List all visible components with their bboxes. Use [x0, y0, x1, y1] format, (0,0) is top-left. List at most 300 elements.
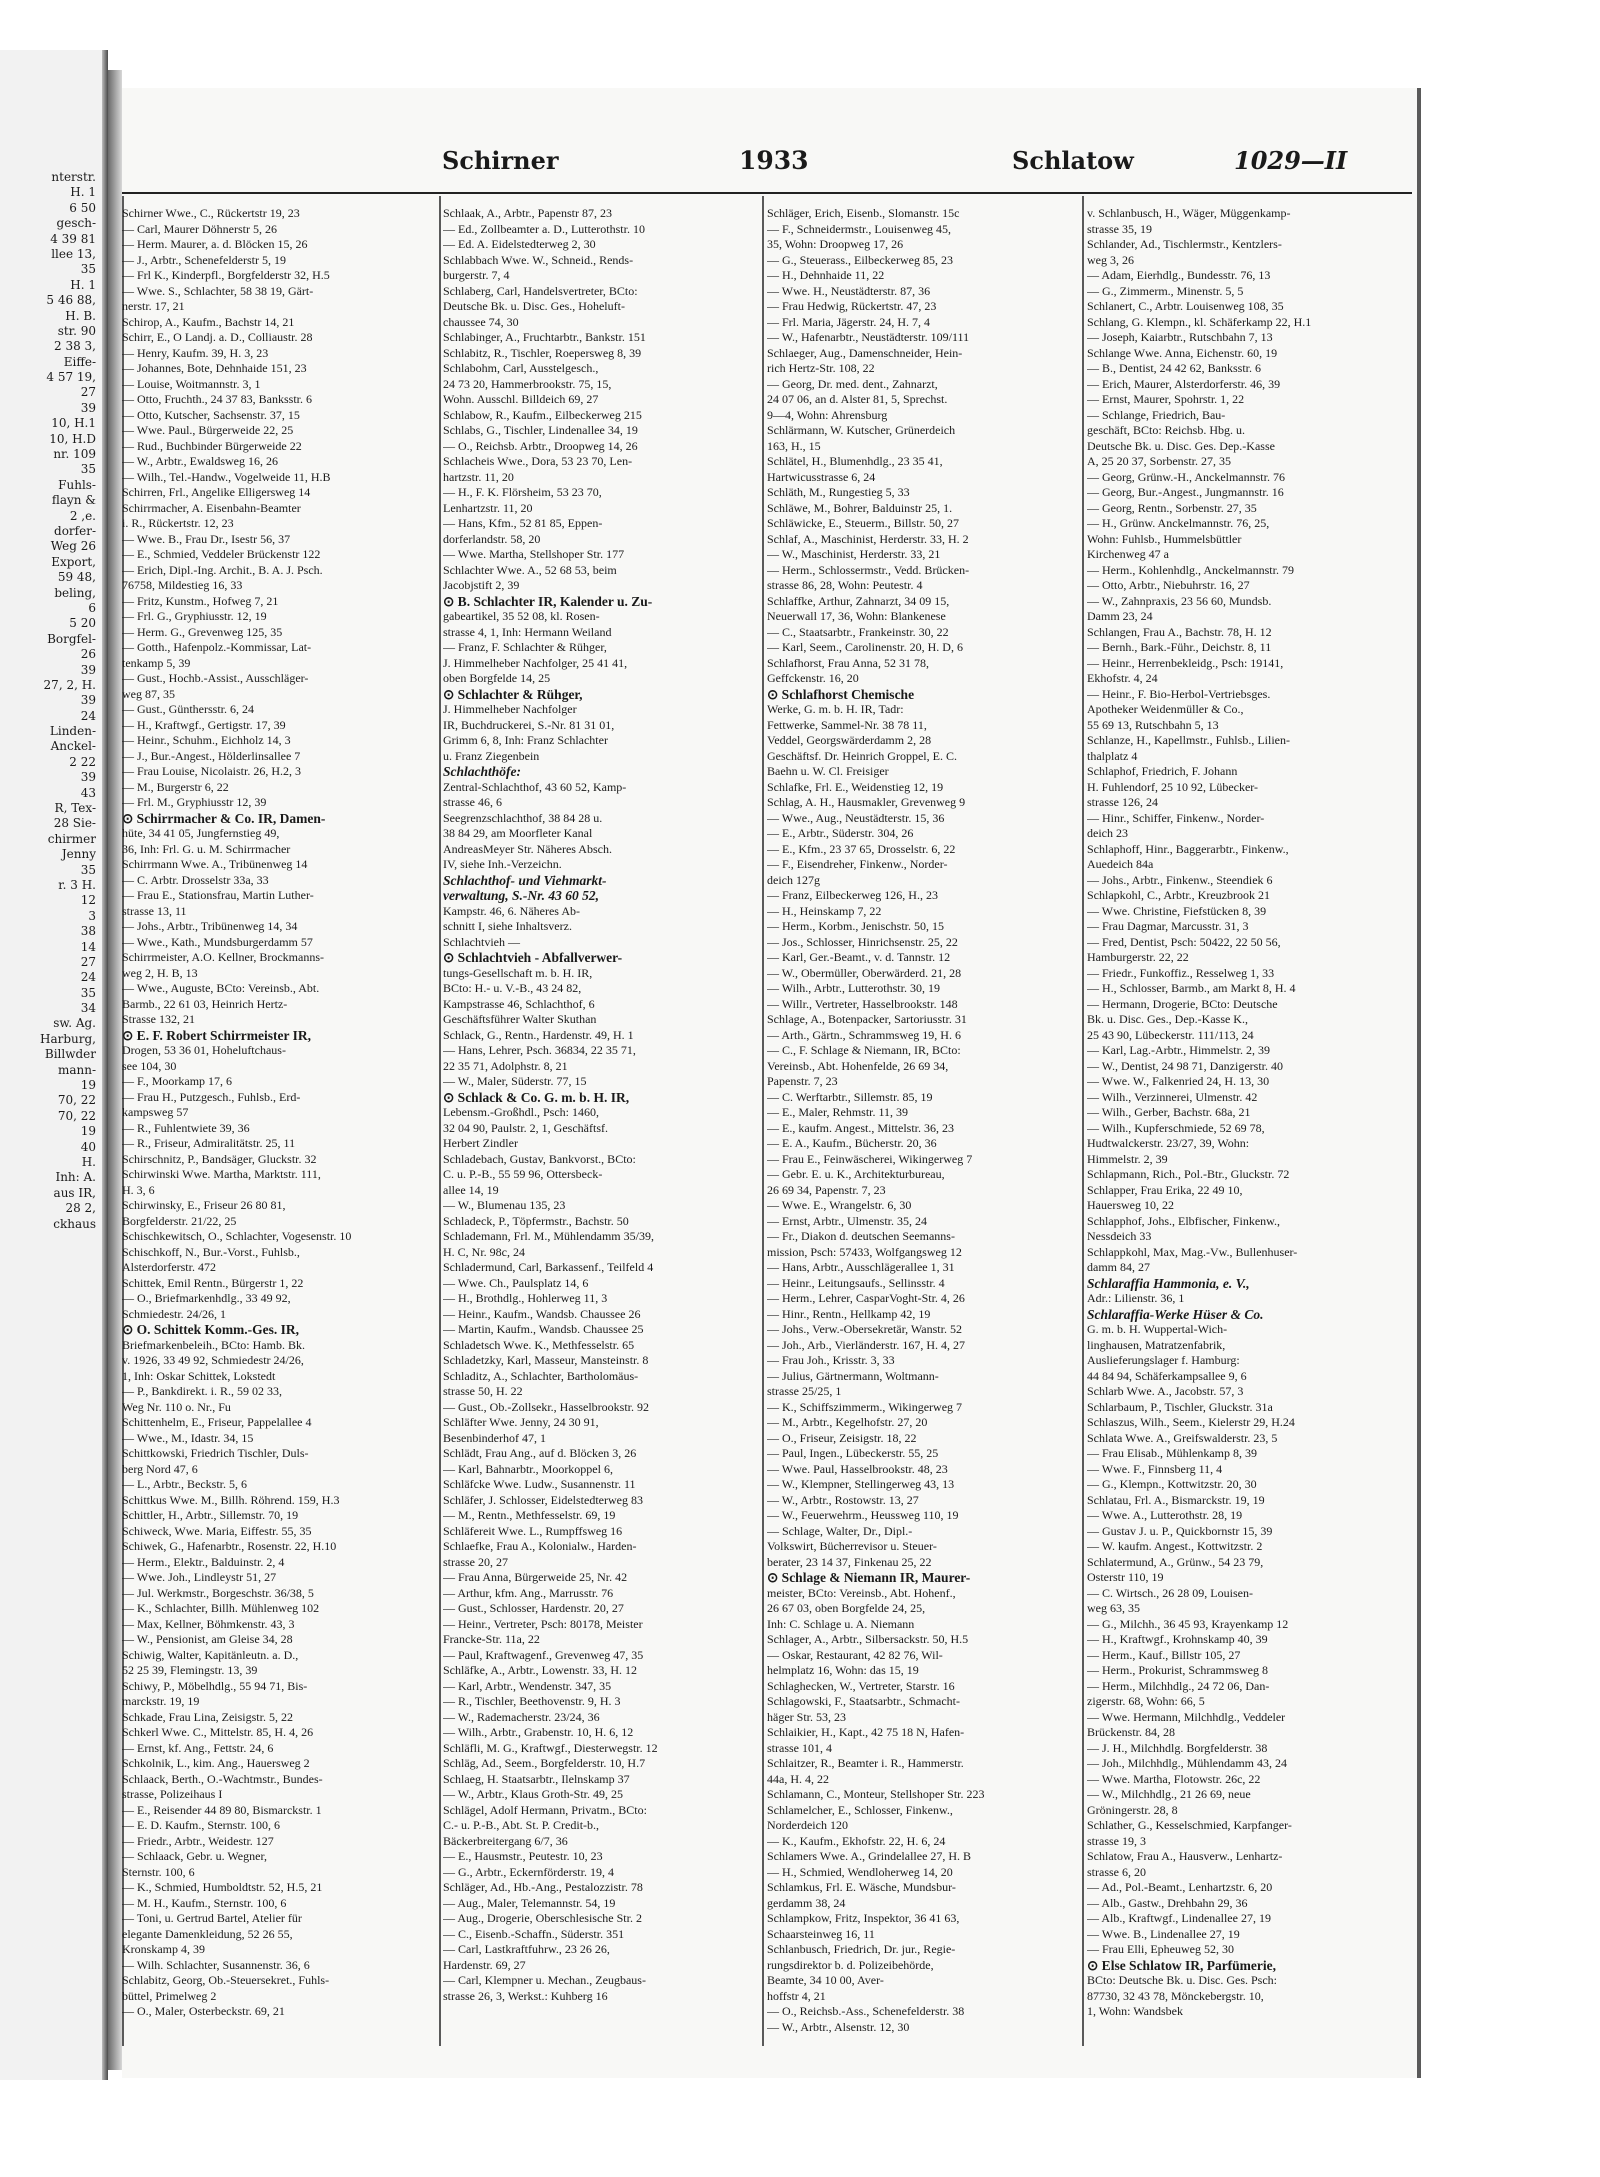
previous-page-fragment: 6 50: [69, 200, 96, 215]
directory-entry: berater, 23 14 37, Finkenau 25, 22: [767, 1554, 932, 1569]
directory-entry: — W., Dentist, 24 98 71, Danzigerstr. 40: [1087, 1058, 1283, 1073]
directory-entry: — Wilh., Kupferschmiede, 52 69 78,: [1087, 1120, 1265, 1135]
directory-entry: — Franz, F. Schlachter & Rühger,: [443, 640, 607, 654]
directory-entry: Veddel, Georgswärderdamm 2, 28: [767, 733, 932, 747]
directory-entry: verwaltung, S.-Nr. 43 60 52,: [443, 888, 600, 903]
directory-entry: Lebensm.-Großhdl., Psch: 1460,: [443, 1105, 599, 1119]
directory-entry: Schlaf, A., Maschinist, Herderstr. 33, H. 2: [767, 531, 969, 546]
directory-entry: — R., Tischler, Beethovenstr. 9, H. 3: [443, 1694, 621, 1708]
directory-entry: Sternstr. 100, 6: [122, 1864, 195, 1879]
directory-entry: — W., Maschinist, Herderstr. 33, 21: [767, 547, 941, 561]
directory-entry: 44 84 94, Schäferkampsallee 9, 6: [1087, 1368, 1247, 1383]
directory-entry: — W., Arbtr., Ewaldsweg 16, 26: [122, 454, 278, 468]
directory-entry: — Wwe. Christine, Fiefstücken 8, 39: [1087, 903, 1267, 918]
directory-entry: Schlatermund, A., Grünw., 54 23 79,: [1087, 1554, 1264, 1569]
directory-entry: — M., Arbtr., Kegelhofstr. 27, 20: [767, 1415, 928, 1429]
directory-entry: — Herm., Schlossermstr., Vedd. Brücken-: [767, 562, 970, 577]
directory-entry: Schlaghecken, W., Vertreter, Starstr. 16: [767, 1678, 955, 1693]
directory-entry: Schaarsteinweg 16, 11: [767, 1926, 875, 1941]
previous-page-fragment: Borgfel-: [47, 631, 96, 646]
directory-entry: Schlange Wwe. Anna, Eichenstr. 60, 19: [1087, 345, 1278, 360]
directory-entry: 26 67 03, oben Borgfelde 24, 25,: [767, 1601, 926, 1615]
directory-entry: Neuerwall 17, 36, Wohn: Blankenese: [767, 609, 946, 623]
previous-page-fragment: 27, 2, H.: [43, 677, 96, 692]
directory-entry: — K., Kaufm., Ekhofstr. 22, H. 6, 24: [767, 1833, 946, 1848]
directory-entry: meister, BCto: Vereinsb., Abt. Hohenf.,: [767, 1585, 956, 1600]
directory-entry: Schirrmeister, A.O. Kellner, Brockmanns-: [122, 950, 324, 964]
directory-entry: — W., Obermüller, Oberwärderd. 21, 28: [767, 965, 962, 980]
previous-page-fragment: dorfer-: [54, 523, 96, 538]
directory-entry: — O., Briefmarkenhdlg., 33 49 92,: [122, 1291, 291, 1305]
directory-entry: — Arth., Gärtn., Schrammsweg 19, H. 6: [767, 1027, 961, 1042]
previous-page-fragment: sw. Ag.: [53, 1016, 96, 1031]
directory-entry: — Frau Elli, Epheuweg 52, 30: [1087, 1942, 1234, 1956]
directory-entry: — Hermann, Drogerie, BCto: Deutsche: [1087, 996, 1278, 1011]
directory-entry: weg 3, 26: [1087, 252, 1134, 267]
directory-entry: — E., Kfm., 23 37 65, Drosselstr. 6, 22: [767, 841, 956, 856]
directory-entry: hoffstr 4, 21: [767, 1988, 826, 2003]
previous-page-fragment: beling,: [54, 585, 96, 600]
directory-entry: — Wwe. W., Falkenried 24, H. 13, 30: [1087, 1074, 1270, 1088]
directory-entry: Schlachter Wwe. A., 52 68 53, beim: [443, 562, 617, 577]
directory-entry: — O., Reichsb. Arbtr., Droopweg 14, 26: [443, 438, 638, 453]
directory-entry: — Frau Joh., Krisstr. 3, 33: [767, 1353, 895, 1367]
directory-entry: — Wwe. B., Frau Dr., Isestr 56, 37: [122, 531, 291, 546]
running-head-year: 1933: [739, 146, 809, 175]
directory-entry: ⊙ B. Schlachter IR, Kalender u. Zu-: [443, 593, 653, 609]
directory-entry: Wohn. Ausschl. Billdeich 69, 27: [443, 392, 599, 406]
directory-entry: Strasse 132, 21: [122, 1012, 195, 1026]
directory-entry: Schittek, Emil Rentn., Bürgerstr 1, 22: [122, 1275, 304, 1290]
directory-entry: helmplatz 16, Wohn: das 15, 19: [767, 1663, 919, 1677]
directory-entry: — Herm., Kohlenhdlg., Anckelmannstr. 79: [1087, 562, 1294, 577]
directory-entry: — E., Maler, Rehmstr. 11, 39: [767, 1105, 909, 1119]
directory-entry: Schläth, M., Rungestieg 5, 33: [767, 485, 910, 499]
directory-entry: — Heinr., Herrenbekleidg., Psch: 19141,: [1087, 655, 1284, 670]
previous-page-fragment: 39: [80, 400, 96, 415]
directory-entry: 55 69 13, Rutschbahn 5, 13: [1087, 717, 1219, 732]
directory-entry: — Willr., Vertreter, Hasselbrookstr. 148: [767, 996, 958, 1011]
directory-entry: Schlanze, H., Kapellmstr., Fuhlsb., Lilien-: [1087, 733, 1290, 747]
previous-page-fragment: 2 22: [69, 754, 96, 769]
directory-entry: Baehn u. W. Cl. Freisiger: [767, 764, 889, 778]
directory-entry: — Heinr., Vertreter, Psch: 80178, Meister: [443, 1616, 643, 1631]
directory-entry: strasse 13, 11: [122, 903, 187, 918]
directory-entry: — Wwe. H., Neustädterstr. 87, 36: [767, 283, 931, 298]
directory-entry: zigerstr. 68, Wohn: 66, 5: [1087, 1694, 1205, 1708]
directory-entry: Grimm 6, 8, Inh: Franz Schlachter: [443, 733, 608, 747]
directory-entry: Schlatau, Frl. A., Bismarckstr. 19, 19: [1087, 1492, 1265, 1507]
directory-entry: strasse 6, 20: [1087, 1864, 1146, 1879]
previous-page-fragment: 24: [80, 708, 96, 723]
directory-entry: hüte, 34 41 05, Jungfernstieg 49,: [122, 826, 280, 840]
directory-entry: — Frau H., Putzgesch., Fuhlsb., Erd-: [122, 1089, 301, 1104]
directory-entry: Auedeich 84a: [1087, 857, 1154, 871]
directory-entry: Schläfer, J. Schlosser, Eidelstedterweg 83: [443, 1492, 643, 1507]
directory-entry: Schirwinsky, E., Friseur 26 80 81,: [122, 1198, 286, 1212]
directory-entry: Schlabitz, Georg, Ob.-Steuersekret., Fuhls-: [122, 1973, 330, 1987]
directory-entry: rich Hertz-Str. 108, 22: [767, 361, 875, 375]
directory-entry: — Paul, Ingen., Lübeckerstr. 55, 25: [767, 1446, 939, 1460]
directory-entry: — Wilh., Arbtr., Lutterothstr. 30, 19: [767, 981, 940, 995]
directory-entry: — Karl, Ger.-Beamt., v. d. Tannstr. 12: [767, 950, 951, 964]
directory-entry: — Wwe. Martha, Flotowstr. 26c, 22: [1087, 1771, 1261, 1786]
directory-column-3: [767, 206, 1079, 2036]
directory-entry: — Alb., Kraftwgf., Lindenallee 27, 19: [1087, 1911, 1271, 1925]
directory-entry: — W., Klempner, Stellingerweg 43, 13: [767, 1477, 955, 1491]
directory-entry: — Wwe. Ch., Paulsplatz 14, 6: [443, 1275, 589, 1290]
directory-entry: strasse, Polizeihaus I: [122, 1787, 223, 1801]
directory-entry: — Gust., Hochb.-Assist., Ausschläger-: [122, 671, 309, 685]
directory-entry: — O., Maler, Osterbeckstr. 69, 21: [122, 2004, 285, 2018]
directory-entry: Schlacheis Wwe., Dora, 53 23 70, Len-: [443, 454, 633, 468]
directory-entry: Schlabinger, A., Fruchtarbtr., Bankstr. 151: [443, 330, 646, 344]
directory-entry: — Hans, Arbtr., Ausschlägerallee 1, 31: [767, 1260, 955, 1274]
directory-entry: Deutsche Bk. u. Disc. Ges. Dep.-Kasse: [1087, 438, 1275, 453]
directory-entry: Schlapper, Frau Erika, 22 49 10,: [1087, 1182, 1243, 1197]
directory-entry: 32 04 90, Paulstr. 2, 1, Geschäftsf.: [443, 1120, 608, 1135]
directory-entry: ⊙ Schlachter & Rühger,: [443, 686, 583, 702]
directory-entry: Bäckerbreitergang 6/7, 36: [443, 1833, 568, 1848]
previous-page-fragment: 35: [80, 262, 96, 277]
directory-entry: 22 35 71, Adolphstr. 8, 21: [443, 1058, 568, 1073]
directory-page: [122, 88, 1421, 2078]
directory-entry: — K., Schiffszimmerm., Wikingerweg 7: [767, 1399, 963, 1414]
directory-entry: Schlaphof, Friedrich, F. Johann: [1087, 764, 1238, 778]
directory-entry: J. Himmelheber Nachfolger: [443, 702, 577, 716]
directory-entry: Schlangen, Frau A., Bachstr. 78, H. 12: [1087, 624, 1272, 639]
directory-entry: — Carl, Klempner u. Mechan., Zeugbaus-: [443, 1973, 646, 1987]
page-header: [122, 146, 1417, 186]
directory-entry: — C., F. Schlage & Niemann, IR, BCto:: [767, 1043, 961, 1057]
directory-entry: Schittkowski, Friedrich Tischler, Duls-: [122, 1446, 309, 1460]
directory-entry: Schladebach, Gustav, Bankvorst., BCto:: [443, 1151, 636, 1166]
directory-entry: v. Schlanbusch, H., Wäger, Müggenkamp-: [1087, 206, 1291, 220]
directory-entry: 9—4, Wohn: Ahrensburg: [767, 407, 888, 422]
directory-entry: Schirr, E., O Landj. a. D., Colliaustr. 28: [122, 330, 313, 344]
directory-entry: linghausen, Matratzenfabrik,: [1087, 1337, 1226, 1352]
directory-entry: Schläger, Erich, Eisenb., Slomanstr. 15c: [767, 206, 960, 220]
directory-entry: — H., Schmied, Wendloherweg 14, 20: [767, 1864, 953, 1879]
previous-page-fragment: H. 1: [70, 277, 96, 292]
directory-entry: — Herm., Elektr., Balduinstr. 2, 4: [122, 1554, 285, 1569]
directory-entry: Schlamers Wwe. A., Grindelallee 27, H. B: [767, 1849, 972, 1863]
directory-entry: Werke, G. m. b. H. IR, Tadr:: [767, 702, 904, 716]
directory-entry: Schlärmann, W. Kutscher, Grünerdeich: [767, 423, 956, 437]
directory-entry: Vereinsb., Abt. Hohenfelde, 26 69 34,: [767, 1058, 949, 1073]
directory-entry: — Wilh., Tel.-Handw., Vogelweide 11, H.B: [122, 469, 331, 484]
directory-entry: Volkswirt, Bücherrevisor u. Steuer-: [767, 1539, 937, 1553]
directory-entry: — O., Reichsb.-Ass., Schenefelderstr. 38: [767, 2004, 965, 2018]
directory-entry: Schlaberg, Carl, Handelsvertreter, BCto:: [443, 283, 638, 298]
directory-entry: Schlather, G., Kesselschmied, Karpfanger-: [1087, 1818, 1292, 1832]
directory-entry: — G., Steuerass., Eilbeckerweg 85, 23: [767, 252, 953, 267]
previous-page-fragment: 40: [80, 1139, 96, 1154]
directory-entry: ⊙ Schlack & Co. G. m. b. H. IR,: [443, 1089, 630, 1105]
directory-entry: Zentral-Schlachthof, 43 60 52, Kamp-: [443, 779, 627, 794]
directory-entry: Hartwicusstrasse 6, 24: [767, 469, 876, 484]
directory-entry: Geschäftsführer Walter Skuthan: [443, 1012, 597, 1026]
directory-entry: geschäft, BCto: Reichsb. Hbg. u.: [1087, 423, 1245, 437]
directory-entry: — B., Dentist, 24 42 62, Banksstr. 6: [1087, 361, 1262, 375]
previous-page-fragment: Eiffe-: [63, 354, 96, 369]
directory-entry: Schläwicke, E., Steuerm., Billstr. 50, 27: [767, 516, 959, 530]
directory-entry: — M. H., Kaufm., Sternstr. 100, 6: [122, 1895, 287, 1910]
directory-entry: Schläwe, M., Bohrer, Balduinstr 25, 1.: [767, 500, 953, 515]
directory-entry: — Otto, Kutscher, Sachsenstr. 37, 15: [122, 407, 300, 422]
directory-entry: — Herm., Korbm., Jenischstr. 50, 15: [767, 919, 944, 933]
directory-entry: — Henry, Kaufm. 39, H. 3, 23: [122, 345, 269, 360]
directory-entry: i. R., Rückertstr. 12, 23: [122, 516, 234, 530]
directory-entry: Schischkewitsch, O., Schlachter, Vogesenstr. 10: [122, 1229, 352, 1243]
directory-entry: — Wwe. Paul, Hasselbrookstr. 48, 23: [767, 1461, 948, 1476]
directory-entry: Schlaeger, Aug., Damenschneider, Hein-: [767, 345, 963, 360]
previous-page-fragment: Billwder: [44, 1047, 96, 1062]
directory-entry: Apotheker Weidenmüller & Co.,: [1087, 702, 1244, 716]
directory-entry: Beamte, 34 10 00, Aver-: [767, 1973, 884, 1987]
previous-page-fragment: 12: [80, 893, 96, 908]
directory-entry: strasse 4, 1, Inh: Hermann Weiland: [443, 624, 612, 639]
previous-page-fragment: Anckel-: [50, 739, 96, 754]
previous-page-fragment: 35: [80, 462, 96, 477]
directory-entry: ⊙ E. F. Robert Schirrmeister IR,: [122, 1027, 312, 1043]
previous-page-fragment: Linden-: [49, 724, 96, 739]
directory-entry: Geschäftsf. Dr. Heinrich Groppel, E. C.: [767, 748, 957, 763]
directory-entry: — J. H., Milchhdlg. Borgfelderstr. 38: [1087, 1740, 1268, 1755]
directory-entry: rungsdirektor b. d. Polizeibehörde,: [767, 1957, 934, 1972]
directory-entry: — Karl, Bahnarbtr., Moorkoppel 6,: [443, 1461, 613, 1476]
page-number: 1029—II: [1234, 146, 1348, 175]
directory-entry: schnitt I, siehe Inhaltsverz.: [443, 919, 572, 933]
directory-entry: BCto: H.- u. V.-B., 43 24 82,: [443, 981, 582, 995]
directory-entry: hartzstr. 11, 20: [443, 469, 514, 484]
previous-page-fragment: 38: [80, 924, 96, 939]
directory-entry: Besenbinderhof 47, 1: [443, 1430, 546, 1445]
directory-entry: — K., Schlachter, Billh. Mühlenweg 102: [122, 1601, 320, 1615]
directory-entry: ⊙ Schirrmacher & Co. IR, Damen-: [122, 810, 326, 826]
directory-entry: Hauersweg 10, 22: [1087, 1198, 1174, 1212]
directory-entry: damm 84, 27: [1087, 1260, 1150, 1274]
directory-entry: Kampstrasse 46, Schlachthof, 6: [443, 996, 595, 1011]
directory-entry: Schlamann, C., Monteur, Stellshoper Str. 223: [767, 1787, 985, 1801]
directory-entry: — Gust., Schlosser, Hardenstr. 20, 27: [443, 1601, 624, 1615]
previous-page-fragment: 70, 22: [57, 1093, 96, 1108]
directory-entry: deich 127g: [767, 872, 820, 887]
previous-page-fragment: Weg 26: [50, 539, 96, 554]
directory-entry: — Frau Dagmar, Marcusstr. 31, 3: [1087, 919, 1249, 933]
directory-entry: — Karl, Seem., Carolinenstr. 20, H. D, 6: [767, 640, 963, 654]
directory-entry: — Wwe. Paul., Bürgerweide 22, 25: [122, 423, 294, 437]
directory-entry: 44a, H. 4, 22: [767, 1771, 829, 1786]
previous-page-fragment: flayn &: [51, 493, 96, 508]
directory-entry: — G., Milchh., 36 45 93, Krayenkamp 12: [1087, 1616, 1289, 1631]
directory-entry: — Hans, Kfm., 52 81 85, Eppen-: [443, 516, 603, 530]
directory-entry: Schlanbusch, Friedrich, Dr. jur., Regie-: [767, 1942, 956, 1956]
directory-entry: Schlapkohl, C., Arbtr., Kreuzbrook 21: [1087, 888, 1270, 902]
directory-entry: Schiwy, P., Möbelhdlg., 55 94 71, Bis-: [122, 1678, 308, 1693]
directory-entry: Auslieferungslager f. Hamburg:: [1087, 1353, 1240, 1367]
directory-entry: Schläfli, M. G., Kraftwgf., Diesterwegstr. 12: [443, 1740, 658, 1755]
directory-entry: strasse 19, 3: [1087, 1833, 1146, 1848]
directory-entry: Inh: C. Schlage u. A. Niemann: [767, 1616, 915, 1631]
directory-entry: — H., F. K. Flörsheim, 53 23 70,: [443, 485, 602, 499]
directory-entry: Schlata Wwe. A., Greifswalderstr. 23, 5: [1087, 1430, 1278, 1445]
directory-entry: Damm 23, 24: [1087, 609, 1153, 623]
directory-entry: — H., Kraftwgf., Krohnskamp 40, 39: [1087, 1632, 1268, 1646]
directory-entry: Jacobjstift 2, 39: [443, 578, 520, 592]
directory-entry: — Schlaack, Gebr. u. Wegner,: [122, 1849, 267, 1863]
directory-entry: ⊙ Schlage & Niemann IR, Maurer-: [767, 1570, 971, 1585]
directory-entry: — Max, Kellner, Böhmkenstr. 43, 3: [122, 1616, 295, 1631]
directory-entry: Kampstr. 46, 6. Näheres Ab-: [443, 903, 580, 918]
previous-page-fragment: 35: [80, 985, 96, 1000]
directory-entry: — Wwe. Joh., Lindleystr 51, 27: [122, 1570, 277, 1584]
directory-entry: Schischkoff, N., Bur.-Vorst., Fuhlsb.,: [122, 1244, 300, 1259]
directory-entry: Schlabohm, Carl, Ausstelgesch.,: [443, 361, 599, 375]
running-head-last-entry: Schlatow: [1012, 146, 1134, 175]
directory-entry: — Ad., Pol.-Beamt., Lenhartzstr. 6, 20: [1087, 1880, 1273, 1894]
directory-entry: — Wwe. Hermann, Milchhdlg., Veddeler: [1087, 1709, 1286, 1724]
directory-entry: Lenhartzstr. 11, 20: [443, 500, 533, 515]
previous-page-fragment: 34: [80, 1001, 96, 1016]
directory-entry: weg 63, 35: [1087, 1601, 1140, 1615]
previous-page-fragment: 3: [88, 908, 96, 923]
directory-entry: gabeartikel, 35 52 08, kl. Rosen-: [443, 609, 600, 623]
directory-entry: elegante Damenkleidung, 52 26 55,: [122, 1926, 293, 1941]
previous-page-fragment: 4 39 81: [50, 231, 96, 246]
directory-entry: Schlademann, Frl. M., Mühlendamm 35/39,: [443, 1229, 654, 1243]
directory-entry: — P., Bankdirekt. i. R., 59 02 33,: [122, 1384, 283, 1398]
directory-entry: — Ernst, kf. Ang., Fettstr. 24, 6: [122, 1740, 274, 1755]
directory-entry: — Georg, Dr. med. dent., Zahnarzt,: [767, 376, 938, 391]
directory-entry: 24 73 20, Hammerbrookstr. 75, 15,: [443, 376, 612, 391]
directory-entry: 35, Wohn: Droopweg 17, 26: [767, 237, 904, 251]
directory-entry: thalplatz 4: [1087, 748, 1138, 763]
directory-entry: Schittenhelm, E., Friseur, Pappelallee 4: [122, 1415, 312, 1429]
directory-entry: — Heinr., Schuhm., Eichholz 14, 3: [122, 733, 291, 747]
directory-entry: allee 14, 19: [443, 1182, 499, 1197]
directory-entry: — Georg, Grünw.-H., Anckelmannstr. 76: [1087, 469, 1285, 484]
directory-entry: — Aug., Maler, Telemannstr. 54, 19: [443, 1895, 616, 1910]
directory-entry: — Fred, Dentist, Psch: 50422, 22 50 56,: [1087, 934, 1281, 949]
directory-entry: — Arthur, kfm. Ang., Marrusstr. 76: [443, 1585, 614, 1600]
directory-entry: — Wwe. Martha, Stellshoper Str. 177: [443, 547, 625, 561]
directory-entry: ⊙ Schlachtvieh - Abfallverwer-: [443, 950, 623, 965]
previous-page-fragment: H. 1: [70, 185, 96, 200]
directory-entry: Schladitz, A., Schlachter, Bartholomäus-: [443, 1368, 639, 1383]
previous-page-fragment: H. B.: [65, 308, 96, 323]
directory-entry: Schlaefke, Frau A., Kolonialw., Harden-: [443, 1539, 637, 1553]
directory-entry: Schlabow, R., Kaufm., Eilbeckerweg 215: [443, 407, 642, 422]
directory-entry: — Adam, Eierhdlg., Bundesstr. 76, 13: [1087, 268, 1271, 282]
directory-entry: Schlaikier, H., Kapt., 42 75 18 N, Hafen-: [767, 1725, 965, 1739]
directory-entry: Francke-Str. 11a, 22: [443, 1632, 540, 1646]
previous-page-fragment: R, Tex-: [54, 801, 96, 816]
directory-entry: 24 07 06, an d. Alster 81, 5, Sprechst.: [767, 392, 948, 406]
directory-entry: — Erich, Dipl.-Ing. Archit., B. A. J. Psch.: [122, 562, 323, 577]
directory-entry: Nessdeich 33: [1087, 1229, 1152, 1243]
directory-entry: Weg Nr. 110 o. Nr., Fu: [122, 1399, 231, 1414]
directory-entry: — Bernh., Bark.-Führ., Deichstr. 8, 11: [1087, 640, 1272, 654]
directory-entry: — Wilh., Gerber, Bachstr. 68a, 21: [1087, 1105, 1251, 1119]
directory-entry: — Carl, Maurer Döhnerstr 5, 26: [122, 221, 277, 236]
directory-entry: — Frau Hedwig, Rückertstr. 47, 23: [767, 299, 937, 313]
previous-page-fragment: 24: [80, 970, 96, 985]
directory-entry: — Frau Louise, Nicolaistr. 26, H.2, 3: [122, 764, 301, 778]
directory-entry: Schläfcke Wwe. Ludw., Susannenstr. 11: [443, 1477, 636, 1491]
previous-page-fragment: 59 48,: [57, 570, 96, 585]
directory-entry: — R., Fuhlentwiete 39, 36: [122, 1120, 250, 1135]
directory-entry: Osterstr 110, 19: [1087, 1570, 1164, 1584]
directory-entry: Schlachthof- und Viehmarkt-: [443, 872, 607, 888]
directory-entry: — Ernst, Maurer, Spohrstr. 1, 22: [1087, 392, 1245, 406]
directory-entry: Seegrenzschlachthof, 38 84 28 u.: [443, 810, 603, 825]
directory-entry: Schlack, G., Rentn., Hardenstr. 49, H. 1: [443, 1027, 634, 1042]
directory-entry: strasse 25/25, 1: [767, 1384, 842, 1398]
previous-page-fragment: 2 38 3,: [54, 339, 96, 354]
directory-entry: Norderdeich 120: [767, 1818, 848, 1832]
directory-entry: burgerstr. 7, 4: [443, 268, 510, 282]
directory-entry: IV, siehe Inh.-Verzeichn.: [443, 857, 562, 871]
directory-entry: Schlampkow, Fritz, Inspektor, 36 41 63,: [767, 1911, 960, 1925]
previous-page-fragment: ckhaus: [53, 1216, 96, 1231]
directory-entry: — Schlage, Walter, Dr., Dipl.-: [767, 1523, 913, 1538]
directory-entry: deich 23: [1087, 826, 1128, 840]
directory-entry: marckstr. 19, 19: [122, 1694, 200, 1708]
previous-page-fragment: 70, 22: [57, 1108, 96, 1123]
directory-entry: Schlatow, Frau A., Hausverw., Lenhartz-: [1087, 1849, 1283, 1863]
previous-page-fragment: nterstr.: [51, 170, 96, 184]
directory-entry: Schläfke, A., Arbtr., Lowenstr. 33, H. 12: [443, 1663, 637, 1677]
previous-page-fragment: chirmer: [47, 831, 96, 846]
directory-entry: kampsweg 57: [122, 1105, 189, 1119]
directory-entry: Schittkus Wwe. M., Billh. Röhrend. 159, H.3: [122, 1492, 340, 1507]
directory-entry: Schkade, Frau Lina, Zeisigstr. 5, 22: [122, 1709, 293, 1724]
directory-entry: — Wilh., Arbtr., Grabenstr. 10, H. 6, 12: [443, 1725, 634, 1739]
directory-entry: — Herm., Lehrer, CasparVoght-Str. 4, 26: [767, 1291, 965, 1305]
directory-entry: 26 69 34, Papenstr. 7, 23: [767, 1182, 886, 1197]
previous-page-fragment: Fuhls-: [58, 477, 96, 492]
directory-entry: 38 84 29, am Moorfleter Kanal: [443, 826, 593, 840]
previous-page-fragment: 27: [80, 385, 96, 400]
directory-entry: strasse 20, 27: [443, 1554, 508, 1569]
header-rule: [122, 192, 1412, 194]
directory-entry: — E., kaufm. Angest., Mittelstr. 36, 23: [767, 1120, 954, 1135]
directory-entry: ⊙ Schlafhorst Chemische: [767, 686, 915, 702]
directory-entry: 1, Wohn: Wandsbek: [1087, 2004, 1183, 2018]
directory-entry: — Wwe., Auguste, BCto: Vereinsb., Abt.: [122, 981, 320, 995]
directory-entry: Schlätel, H., Blumenhdlg., 23 35 41,: [767, 454, 943, 468]
directory-entry: — Ernst, Arbtr., Ulmenstr. 35, 24: [767, 1213, 927, 1228]
directory-entry: Schlager, A., Arbtr., Silbersackstr. 50, H.5: [767, 1632, 969, 1646]
directory-entry: — W., Pensionist, am Gleise 34, 28: [122, 1632, 293, 1646]
directory-entry: — Erich, Maurer, Alsterdorferstr. 46, 39: [1087, 376, 1281, 391]
directory-entry: Fettwerke, Sammel-Nr. 38 78 11,: [767, 717, 927, 732]
directory-entry: — Frau Anna, Bürgerweide 25, Nr. 42: [443, 1570, 628, 1584]
directory-entry: oben Borgfelde 14, 25: [443, 671, 551, 685]
directory-entry: Schirren, Frl., Angelike Elligersweg 14: [122, 485, 311, 499]
directory-entry: — Wwe., Aug., Neustädterstr. 15, 36: [767, 810, 945, 825]
directory-entry: AndreasMeyer Str. Näheres Absch.: [443, 841, 612, 856]
directory-entry: see 104, 30: [122, 1058, 177, 1073]
directory-entry: nerstr. 17, 21: [122, 299, 185, 313]
directory-entry: — J., Bur.-Angest., Hölderlinsallee 7: [122, 748, 301, 763]
directory-entry: Schlachthöfe:: [443, 764, 522, 779]
previous-page-fragment: mann-: [57, 1062, 96, 1077]
directory-entry: — E. D. Kaufm., Sternstr. 100, 6: [122, 1818, 280, 1832]
directory-entry: — Ed. A. Eidelstedterweg 2, 30: [443, 237, 596, 251]
directory-entry: — Heinr., Kaufm., Wandsb. Chaussee 26: [443, 1306, 641, 1321]
